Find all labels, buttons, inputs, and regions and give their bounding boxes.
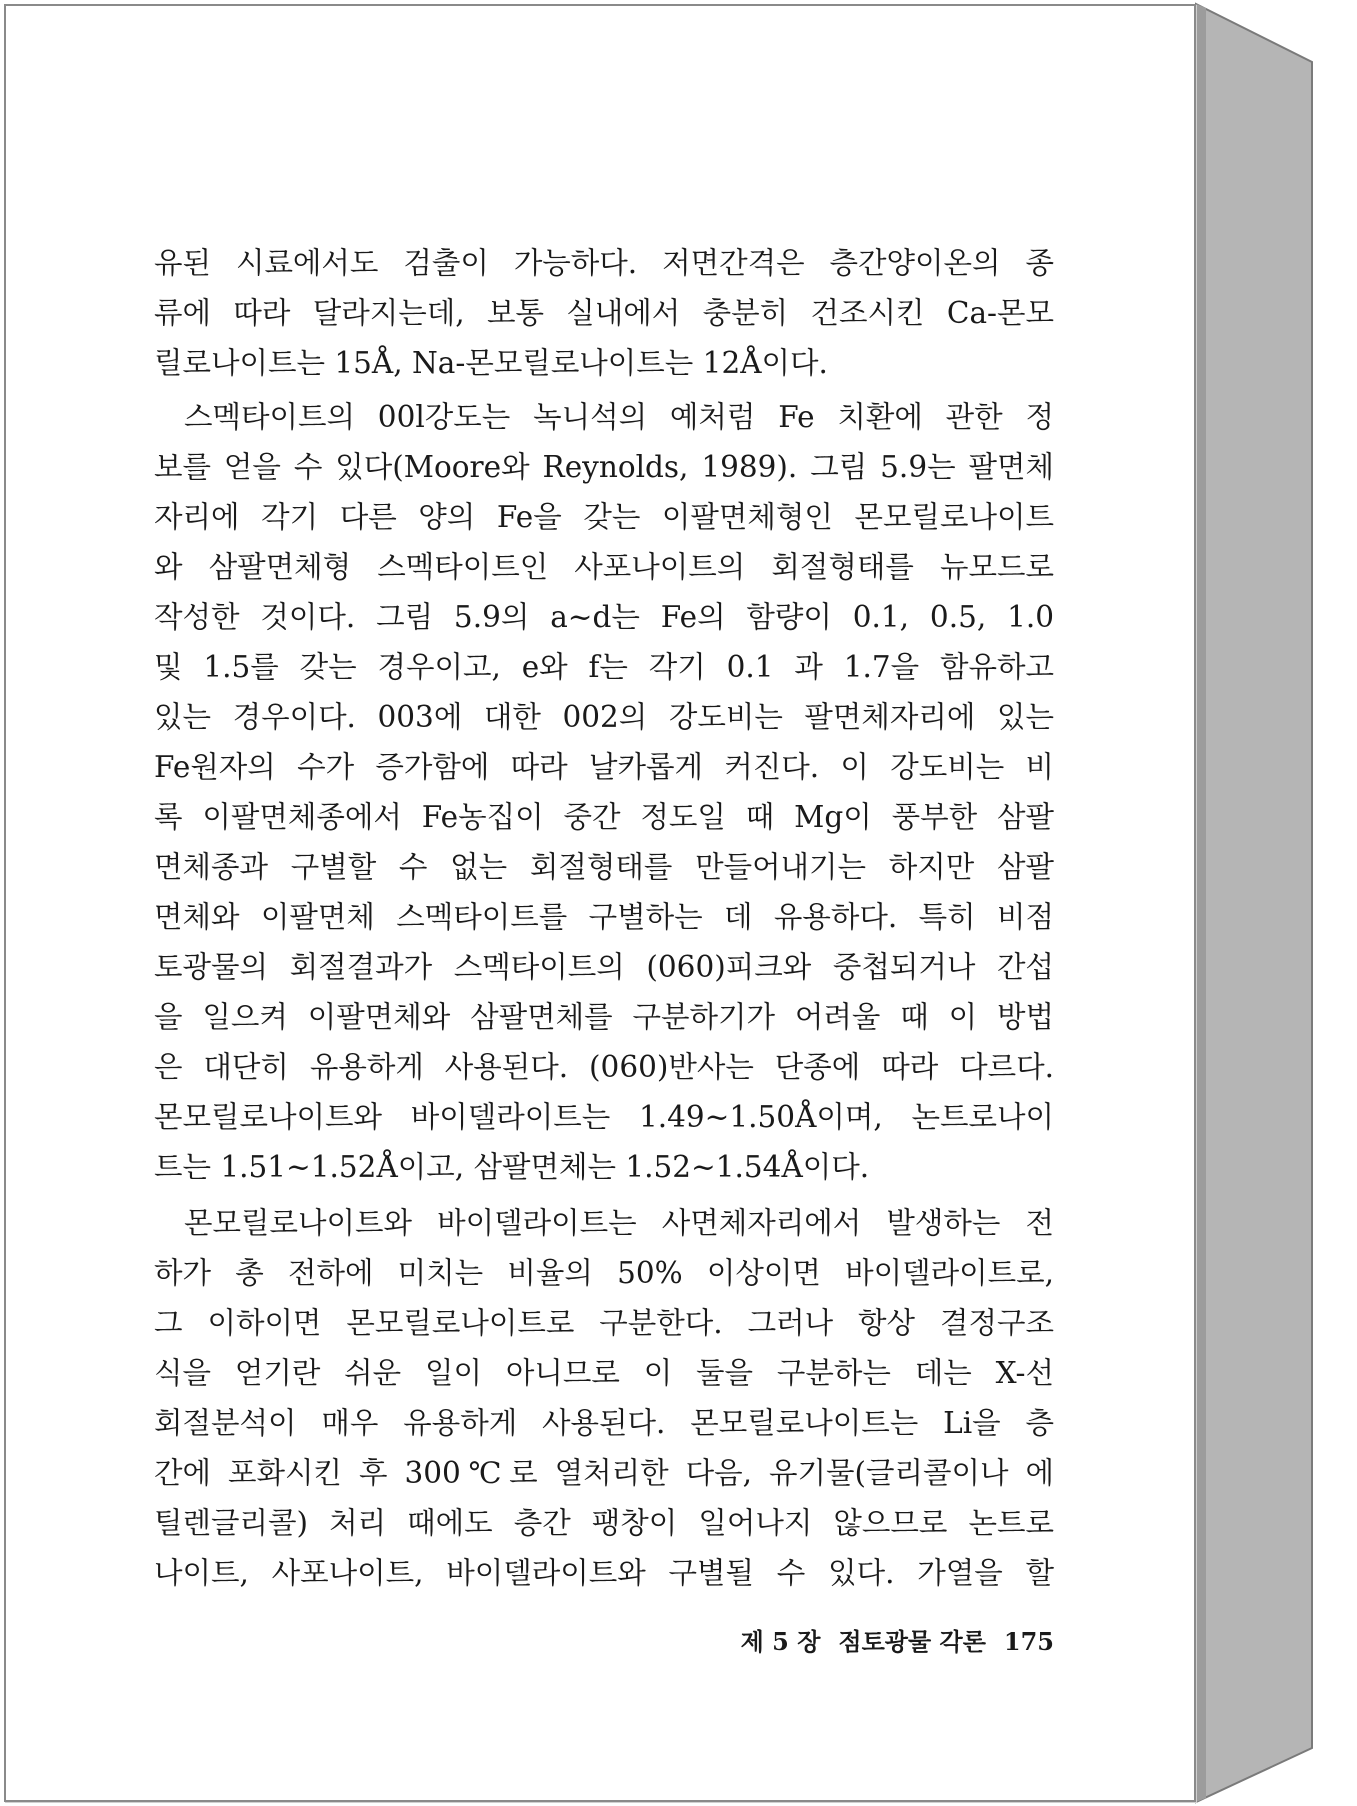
text-line: 면체종과 구별할 수 없는 회절형태를 만들어내기는 하지만 삼팔 <box>154 850 1054 884</box>
page-footer <box>700 1622 1054 1657</box>
paragraph-2 <box>154 392 1054 1192</box>
text-line: 나이트, 사포나이트, 바이델라이트와 구별될 수 있다. 가열을 할 <box>154 1556 1054 1590</box>
text-line: 을 일으켜 이팔면체와 삼팔면체를 구분하기가 어려울 때 이 방법 <box>154 1000 1054 1034</box>
text-line: 몬모릴로나이트와 바이델라이트는 1.49~1.50Å이며, 논트로나이 <box>154 1100 1054 1134</box>
text-line: 류에 따라 달라지는데, 보통 실내에서 충분히 건조시킨 Ca-몬모 <box>154 296 1054 330</box>
text-line: 및 1.5를 갖는 경우이고, e와 f는 각기 0.1 과 1.7을 함유하고 <box>154 650 1054 684</box>
text-line: 식을 얻기란 쉬운 일이 아니므로 이 둘을 구분하는 데는 X-선 <box>154 1356 1054 1390</box>
text-line: 토광물의 회절결과가 스멕타이트의 (060)피크와 중첩되거나 간섭 <box>154 950 1054 984</box>
page-number: 175 <box>1003 1627 1054 1656</box>
text-line: 하가 총 전하에 미치는 비율의 50% 이상이면 바이델라이트로, <box>154 1256 1054 1290</box>
text-line: 은 대단히 유용하게 사용된다. (060)반사는 단종에 따라 다르다. <box>154 1050 1054 1084</box>
page-body <box>154 238 1054 1598</box>
text-line: 있는 경우이다. 003에 대한 002의 강도비는 팔면체자리에 있는 <box>154 700 1054 734</box>
footer-chapter: 제 5 장 <box>740 1627 821 1656</box>
text-line: 틸렌글리콜) 처리 때에도 층간 팽창이 일어나지 않으므로 논트로 <box>154 1506 1054 1540</box>
paragraph-3 <box>154 1198 1054 1598</box>
text-line: 와 삼팔면체형 스멕타이트인 사포나이트의 회절형태를 뉴모드로 <box>154 550 1054 584</box>
text-line: Fe원자의 수가 증가함에 따라 날카롭게 커진다. 이 강도비는 비 <box>154 750 1054 784</box>
text-line: 릴로나이트는 15Å, Na-몬모릴로나이트는 12Å이다. <box>154 346 828 380</box>
text-line: 록 이팔면체종에서 Fe농집이 중간 정도일 때 Mg이 풍부한 삼팔 <box>154 800 1054 834</box>
text-line: 그 이하이면 몬모릴로나이트로 구분한다. 그러나 항상 결정구조 <box>154 1306 1054 1340</box>
text-line: 유된 시료에서도 검출이 가능하다. 저면간격은 층간양이온의 종 <box>154 246 1054 280</box>
text-line: 면체와 이팔면체 스멕타이트를 구별하는 데 유용하다. 특히 비점 <box>154 900 1054 934</box>
text-line: 간에 포화시킨 후 300℃로 열처리한 다음, 유기물(글리콜이나 에 <box>154 1456 1054 1490</box>
text-line: 회절분석이 매우 유용하게 사용된다. 몬모릴로나이트는 Li을 층 <box>154 1406 1054 1440</box>
paragraph-1 <box>154 238 1054 388</box>
text-line: 몬모릴로나이트와 바이델라이트는 사면체자리에서 발생하는 전 <box>184 1206 1054 1240</box>
text-line: 보를 얻을 수 있다(Moore와 Reynolds, 1989). 그림 5.9는 팔면체 <box>154 450 1054 484</box>
text-line: 트는 1.51~1.52Å이고, 삼팔면체는 1.52~1.54Å이다. <box>154 1150 870 1184</box>
text-line: 자리에 각기 다른 양의 Fe을 갖는 이팔면체형인 몬모릴로나이트 <box>154 500 1054 534</box>
footer-title: 점토광물 각론 <box>838 1627 986 1656</box>
text-line: 작성한 것이다. 그림 5.9의 a~d는 Fe의 함량이 0.1, 0.5, 1.0 <box>154 600 1054 634</box>
text-line: 스멕타이트의 00l강도는 녹니석의 예처럼 Fe 치환에 관한 정 <box>184 400 1054 434</box>
